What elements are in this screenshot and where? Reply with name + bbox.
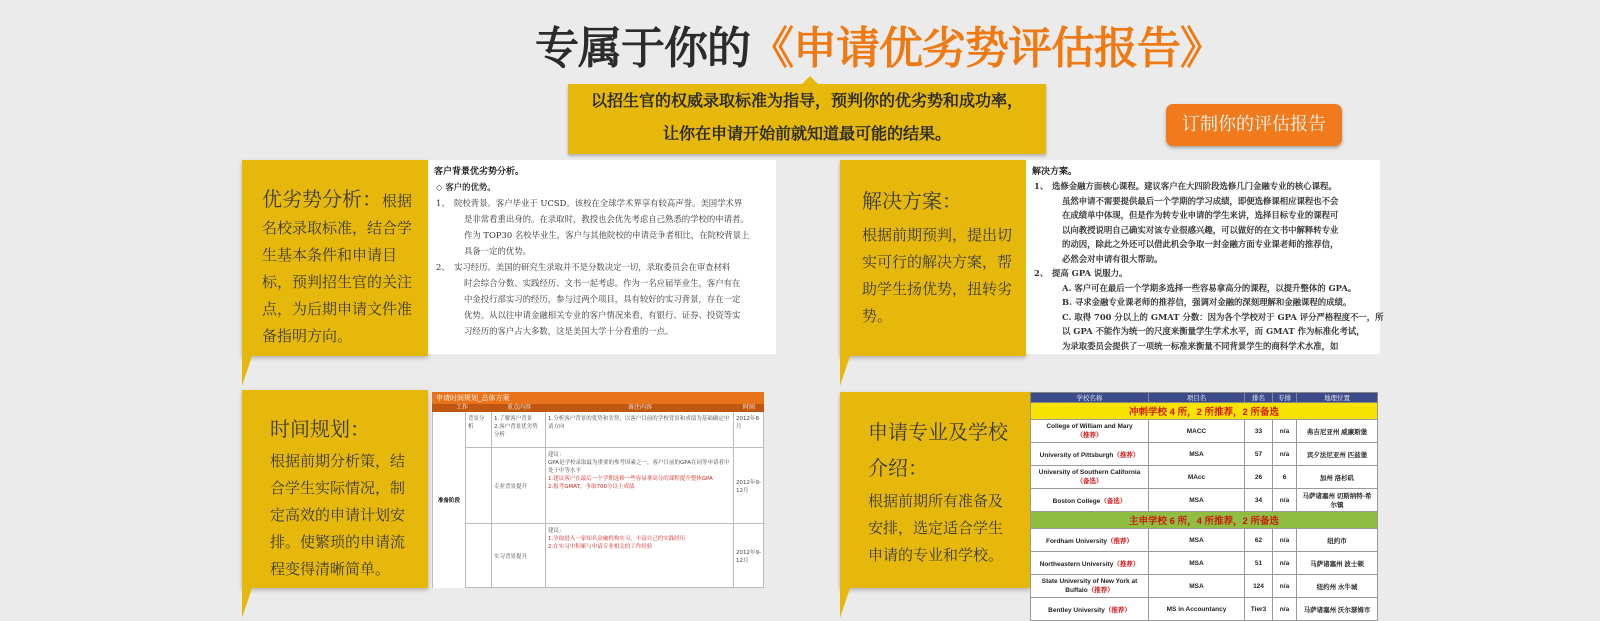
school-tag: （推荐）: [1076, 432, 1103, 439]
swot-doc-line: 中金投行部实习的经历，参与过两个项目，具有较好的实习背景，存在一定: [464, 294, 741, 304]
school-name: [1031, 420, 1149, 443]
srank-cell: 6: [1273, 466, 1297, 489]
subtitle-line-1: 以招生官的权威录取标准为指导，预判你的优劣势和成功率，: [590, 91, 1023, 110]
schools-header-cell: 地理位置: [1297, 393, 1378, 403]
plan-cell: 背景分析: [466, 412, 492, 447]
swot-document-preview: [428, 160, 776, 354]
schools-section-label: 冲刺学校 4 所，2 所推荐，2 所备选: [1031, 403, 1378, 420]
swot-body: 根据名校录取标准，结合学生基本条件和申请目标，预判招生官的关注点，为后期申请文件准备指明方向。: [262, 192, 413, 345]
school-name: [1031, 466, 1149, 489]
location-cell: 宾夕法尼亚州 匹兹堡: [1297, 443, 1378, 466]
srank-cell: n/a: [1273, 420, 1297, 443]
school-name-text: University of Southern California: [1038, 469, 1141, 476]
rank-cell: Tier3: [1245, 598, 1273, 621]
solution-doc-line: 必然会对申请有很大帮助。: [1062, 253, 1163, 264]
school-name-text: State University of New York at Buffalo: [1041, 578, 1138, 594]
rank-cell: 124: [1245, 575, 1273, 598]
solution-doc-line: C. 取得 700 分以上的 GMAT 分数：因为各个学校对于 GPA 评分严格程度不一，所: [1062, 311, 1384, 322]
school-tag: （推荐）: [1107, 537, 1134, 545]
plan-text: 建议：: [548, 528, 565, 534]
schools-header-cell: 项目名: [1149, 393, 1245, 403]
swot-card: [242, 160, 428, 356]
plan-header-row: [432, 404, 764, 412]
schools-table: [1030, 392, 1378, 621]
plan-cell: 2012年9-12月: [734, 448, 764, 523]
swot-doc-line: [428, 259, 776, 275]
plan-cell: [546, 448, 734, 523]
timeline-body: 根据前期分析策，结合学生实际情况，制定高效的申请计划安排。使繁琐的申请流程变得清晰简单。: [270, 452, 406, 578]
schools-section-row: [1031, 403, 1378, 420]
schools-section-row: [1031, 512, 1378, 529]
swot-text: [262, 186, 418, 350]
programs-heading: 申请专业及学校介绍：: [868, 420, 1008, 480]
plan-col-2: 重点内容: [506, 404, 531, 411]
plan-text: 1.了解客户背景: [494, 416, 533, 422]
school-name: [1031, 598, 1149, 621]
program-cell: MS in Accountancy: [1149, 598, 1245, 621]
swot-doc-num: 2、: [436, 262, 450, 272]
school-name: [1031, 489, 1149, 512]
rank-cell: 51: [1245, 552, 1273, 575]
plan-text: GPA是学校录取最为重要的参考因素之一，客户目前的GPA在同等申请者中处于中等水平: [548, 460, 730, 474]
srank-cell: n/a: [1273, 552, 1297, 575]
school-name-text: University of Pittsburgh: [1039, 451, 1114, 459]
solution-doc-num: 2、: [1034, 268, 1049, 278]
swot-doc-text: 实习经历。美国的研究生录取并不是分数决定一切，录取委员会在审查材料: [454, 262, 731, 272]
location-cell: 纽约市: [1297, 529, 1378, 552]
plan-text: 2.客户背景优劣势分析: [494, 424, 538, 438]
solution-doc-line: [1026, 179, 1380, 194]
solution-doc-line: 在成绩单中体现，但是作为转专业申请的学生来讲，选择目标专业的课程可: [1062, 210, 1339, 220]
plan-cell: [466, 524, 492, 587]
srank-cell: n/a: [1273, 529, 1297, 552]
solution-doc-title: 解决方案。: [1032, 167, 1078, 177]
swot-doc-line: 习经历的客户占大多数，这是美国大学十分看重的一点。: [464, 326, 674, 336]
schools-header-row: [1031, 393, 1378, 403]
timeline-heading: 时间规划：: [270, 417, 370, 441]
location-cell: 马萨诸塞州 切斯纳特-希尔镇: [1297, 489, 1378, 512]
program-cell: MACC: [1149, 420, 1245, 443]
solution-doc-text: 选修金融方面核心课程。建议客户在大四阶段选修几门金融专业的核心课程。: [1052, 181, 1337, 191]
swot-doc-num: 1、: [436, 198, 450, 208]
school-tag: （推荐）: [1113, 451, 1140, 459]
programs-body: 根据前期所有准备及安排，选定适合学生申请的专业和学校。: [868, 492, 1004, 564]
plan-row: [466, 448, 764, 524]
plan-cell: 专业背景提升: [492, 448, 546, 523]
swot-doc-line: 具备一定的优势。: [464, 246, 531, 256]
plan-text: 2.报考GMAT，争取700分以上成绩: [548, 484, 635, 490]
plan-row: [466, 524, 764, 588]
school-tag: （推荐）: [1113, 560, 1140, 568]
school-name: [1031, 443, 1149, 466]
solution-doc-text: 提高 GPA 说服力。: [1052, 268, 1128, 278]
table-row: [1031, 529, 1378, 552]
plan-text: 建议：: [548, 452, 565, 458]
solution-heading: 解决方案：: [862, 189, 962, 213]
solution-doc-line: B. 寻求金融专业课老师的推荐信，强调对金融的深刻理解和金融课程的成绩。: [1062, 297, 1352, 307]
schools-header-cell: 排名: [1245, 393, 1273, 403]
program-cell: MSA: [1149, 552, 1245, 575]
swot-doc-text: 院校背景。客户毕业于 UCSD。该校在全球学术界享有较高声誉。美国学术界: [454, 198, 743, 208]
plan-col-3: 备注内容: [627, 404, 652, 411]
school-tag: （备选）: [1100, 497, 1127, 505]
page-title: [535, 18, 1223, 80]
plan-side-label: 准备阶段: [432, 412, 466, 588]
plan-cell: 2012年8月: [734, 412, 764, 447]
swot-doc-line: 时会综合分数、实践经历、文书一起考虑。作为一名应届毕业生，客户有在: [464, 278, 741, 288]
location-cell: 弗吉尼亚州 威廉斯堡: [1297, 420, 1378, 443]
plan-text: 2.在实习中积累与申请专业相关的工作经验: [548, 544, 653, 550]
plan-cell: 1.分析客户背景的优势和劣势，以客户目前的学校背景和成绩为基础确定申请方向: [546, 412, 734, 447]
title-part-2: 《申请优劣势评估报告》: [750, 23, 1223, 74]
program-cell: MSA: [1149, 529, 1245, 552]
table-row: [1031, 552, 1378, 575]
swot-doc-line: 是非常看重出身的。在录取时，教授也会优先考虑自己熟悉的学校的申请者。: [464, 214, 749, 224]
solution-doc-line: A. 客户可在最后一个学期多选择一些容易拿高分的课程，以提升整体的 GPA。: [1062, 282, 1357, 293]
swot-doc-line: 作为 TOP30 名校毕业生，客户与其他院校的申请竞争者相比，在院校背景上: [464, 230, 750, 240]
location-cell: 马萨诸塞州 沃尔瑟姆市: [1297, 598, 1378, 621]
plan-cell: 实习背景提升: [492, 524, 546, 587]
srank-cell: n/a: [1273, 443, 1297, 466]
school-name-text: Fordham University: [1045, 537, 1108, 545]
title-part-1: 专属于你的: [535, 23, 750, 74]
solution-doc-line: 为录取委员会提供了一项统一标准来衡量不同背景学生的商科学术水准，如: [1062, 340, 1339, 351]
timeline-card: [242, 390, 428, 588]
solution-card: [840, 160, 1026, 356]
program-cell: MSA: [1149, 443, 1245, 466]
table-row: [1031, 489, 1378, 512]
plan-title-bar: 申请时间规划_总体方案: [432, 392, 764, 404]
program-cell: MSA: [1149, 489, 1245, 512]
school-name-text: Bentley University: [1048, 606, 1105, 614]
school-name: [1031, 552, 1149, 575]
solution-document-preview: [1026, 160, 1384, 354]
solution-doc-line: 以 GPA 不能作为统一的尺度来衡量学生学术水平，而 GMAT 作为标准化考试，: [1062, 326, 1365, 336]
program-cell: MSA: [1149, 575, 1245, 598]
table-row: [1031, 420, 1378, 443]
rank-cell: 57: [1245, 443, 1273, 466]
plan-cell: [466, 448, 492, 523]
custom-report-button[interactable]: 订制你的评估报告: [1166, 104, 1342, 146]
schools-header-cell: 学校名称: [1031, 393, 1149, 403]
table-row: [1031, 575, 1378, 598]
program-cell: MAcc: [1149, 466, 1245, 489]
table-row: [1031, 443, 1378, 466]
school-name-text: Boston College: [1052, 497, 1101, 505]
schools-header-cell: 专排: [1273, 393, 1297, 403]
school-name: [1031, 529, 1149, 552]
school-name-text: College of William and Mary: [1046, 423, 1133, 430]
timeline-plan-preview: [432, 392, 764, 588]
plan-body: [432, 412, 764, 588]
school-tag: （推荐）: [1104, 606, 1131, 614]
srank-cell: n/a: [1273, 575, 1297, 598]
swot-doc-line: 优势。从以往申请金融相关专业的客户情况来看，有银行、证券、投资等实: [464, 310, 741, 320]
plan-cell: [492, 412, 546, 447]
srank-cell: n/a: [1273, 489, 1297, 512]
table-row: [1031, 466, 1378, 489]
srank-cell: n/a: [1273, 598, 1297, 621]
table-row: [1031, 598, 1378, 621]
school-tag: （推荐）: [1087, 587, 1114, 594]
schools-section-label: 主申学校 6 所，4 所推荐，2 所备选: [1031, 512, 1378, 529]
swot-heading: 优劣势分析：: [262, 187, 382, 211]
solution-body: 根据前期预判，提出切实可行的解决方案，帮助学生扬优势，扭转劣势。: [862, 226, 1013, 325]
location-cell: 马萨诸塞州 波士顿: [1297, 552, 1378, 575]
plan-text: 1.建议客户在最后一个学期选修一些容易拿高分的课程提升整体GPA: [548, 476, 713, 482]
rank-cell: 62: [1245, 529, 1273, 552]
swot-doc-line: [428, 195, 776, 211]
programs-card: [840, 392, 1030, 588]
plan-rows: [466, 412, 764, 588]
solution-doc-line: 虽然申请不需要提供最后一个学期的学习成绩，即便选修课相应课程也不会: [1062, 195, 1339, 206]
plan-col-4: 时间: [742, 404, 755, 411]
plan-col-1: 工作: [455, 404, 468, 411]
solution-doc-num: 1、: [1034, 181, 1049, 191]
solution-doc-line: 的动因，除此之外还可以借此机会争取一封金融方面专业课老师的推荐信，: [1062, 239, 1339, 249]
location-cell: 纽约州 水牛城: [1297, 575, 1378, 598]
solution-doc-line: [1026, 266, 1380, 281]
subtitle-line-2: 让你在申请开始前就知道最可能的结果。: [662, 124, 951, 143]
subtitle-banner: [568, 84, 1046, 154]
swot-doc-title: 客户背景优劣势分析。: [434, 167, 525, 177]
plan-cell: 2012年9-12月: [734, 524, 764, 587]
plan-cell: [546, 524, 734, 587]
rank-cell: 34: [1245, 489, 1273, 512]
school-tag: （备选）: [1076, 478, 1103, 485]
location-cell: 加州 洛杉矶: [1297, 466, 1378, 489]
solution-doc-line: 以向教授说明自己确实对该专业很感兴趣，可以做好的在文书中解释转专业: [1062, 224, 1339, 235]
rank-cell: 26: [1245, 466, 1273, 489]
swot-doc-line: ◇ 客户的优势。: [436, 182, 496, 192]
plan-row: [466, 412, 764, 448]
school-name: [1031, 575, 1149, 598]
rank-cell: 33: [1245, 420, 1273, 443]
school-name-text: Northeastern University: [1039, 560, 1114, 568]
plan-text: 1.争取进入一家知名金融机构实习，丰富自己的实践经历: [548, 536, 686, 542]
